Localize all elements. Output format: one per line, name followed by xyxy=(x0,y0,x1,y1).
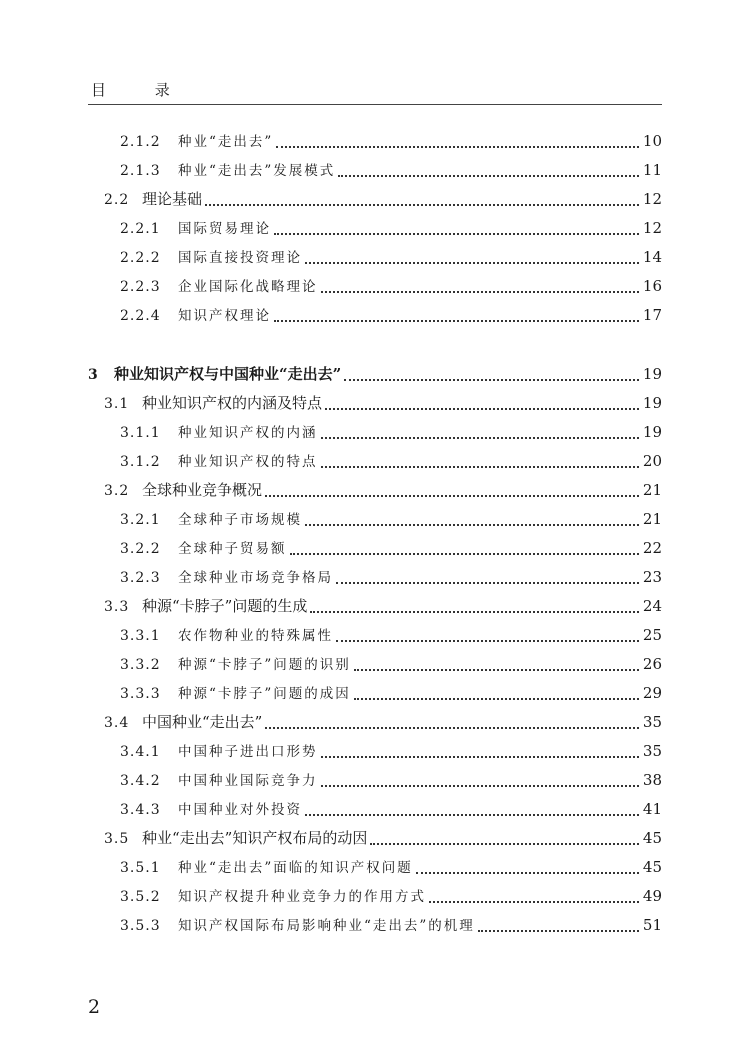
toc-entry-number: 3.4.1 xyxy=(120,744,161,760)
toc-entry-number: 3.2 xyxy=(104,483,130,499)
toc-entry[interactable] xyxy=(120,887,662,906)
dot-leader xyxy=(478,920,639,932)
toc-entry-number: 3.3.2 xyxy=(120,657,161,673)
toc-entry-title: 知识产权提升种业竞争力的作用方式 xyxy=(178,889,426,905)
dot-leader xyxy=(354,659,639,671)
dot-leader xyxy=(310,601,639,613)
toc-entry-number: 3.1 xyxy=(104,396,130,412)
toc-entry[interactable] xyxy=(120,626,662,645)
toc-entry-title: 种业知识产权的内涵及特点 xyxy=(142,394,323,412)
toc-entry[interactable] xyxy=(120,248,662,267)
toc-entry-number: 3.5.2 xyxy=(120,889,161,905)
toc-entry-page: 19 xyxy=(642,365,662,383)
dot-leader xyxy=(321,427,639,439)
toc-entry-page: 35 xyxy=(642,713,662,731)
toc-entry-page: 25 xyxy=(642,626,662,644)
toc-entry[interactable] xyxy=(104,481,662,500)
toc-entry-page: 29 xyxy=(642,684,662,702)
toc-entry[interactable] xyxy=(104,713,662,732)
dot-leader xyxy=(429,891,639,903)
toc-entry-title: 知识产权国际布局影响种业“走出去”的机理 xyxy=(178,918,475,934)
dot-leader xyxy=(336,572,639,584)
toc-entry-title: 国际贸易理论 xyxy=(178,221,271,237)
toc-entry-number: 2.2.2 xyxy=(120,250,161,266)
toc-entry-page: 49 xyxy=(642,887,662,905)
toc-entry-number: 3.1.2 xyxy=(120,454,161,470)
dot-leader xyxy=(274,223,639,235)
dot-leader xyxy=(205,194,639,206)
toc-entry-page: 21 xyxy=(642,481,662,499)
dot-leader xyxy=(416,862,639,874)
dot-leader xyxy=(354,688,639,700)
dot-leader xyxy=(370,833,639,845)
toc-entry-page: 19 xyxy=(642,394,662,412)
toc-entry-title: 种源“卡脖子”问题的识别 xyxy=(178,657,351,673)
dot-leader xyxy=(265,485,639,497)
toc-entry[interactable] xyxy=(88,365,662,384)
toc-entry[interactable] xyxy=(120,452,662,471)
toc-entry-number: 2.2 xyxy=(104,192,130,208)
toc-entry-title: 种业知识产权的特点 xyxy=(178,454,318,470)
toc-entry-title: 全球种子贸易额 xyxy=(178,541,287,557)
toc-entry-page: 51 xyxy=(642,916,662,934)
toc-entry-title: 种业知识产权与中国种业“走出去” xyxy=(114,365,342,383)
dot-leader xyxy=(321,456,639,468)
toc-entry-number: 2.2.1 xyxy=(120,221,161,237)
dot-leader xyxy=(276,136,639,148)
running-header: 目 录 xyxy=(91,81,192,99)
toc-entry[interactable] xyxy=(120,916,662,935)
toc-entry-title: 种业知识产权的内涵 xyxy=(178,425,318,441)
dot-leader xyxy=(265,717,639,729)
toc-entry-page: 11 xyxy=(642,161,662,179)
toc-entry-number: 3.4 xyxy=(104,715,130,731)
toc-entry-number: 3.1.1 xyxy=(120,425,161,441)
toc-entry[interactable] xyxy=(120,219,662,238)
toc-entry-number: 2.2.4 xyxy=(120,308,161,324)
toc-entry-number: 3.2.3 xyxy=(120,570,161,586)
toc-entry-page: 12 xyxy=(642,190,662,208)
toc-entry-page: 24 xyxy=(642,597,662,615)
toc-entry[interactable] xyxy=(104,394,662,413)
toc-entry-page: 22 xyxy=(642,539,662,557)
toc-entry-page: 19 xyxy=(642,423,662,441)
toc-entry-number: 3 xyxy=(88,367,98,383)
toc-entry-title: 种源“卡脖子”问题的成因 xyxy=(178,686,351,702)
dot-leader xyxy=(274,310,639,322)
toc-entry-title: 全球种业市场竞争格局 xyxy=(178,570,333,586)
dot-leader xyxy=(305,804,639,816)
toc-entry-title: 种业“走出去”面临的知识产权问题 xyxy=(178,860,413,876)
toc-entry-title: 中国种业国际竞争力 xyxy=(178,773,318,789)
toc-entry-page: 10 xyxy=(642,132,662,150)
dot-leader xyxy=(338,165,639,177)
toc-entry[interactable] xyxy=(120,684,662,703)
toc-entry[interactable] xyxy=(120,742,662,761)
toc-entry-title: 种源“卡脖子”问题的生成 xyxy=(142,597,308,615)
toc-entry-page: 20 xyxy=(642,452,662,470)
dot-leader xyxy=(336,630,639,642)
toc-entry-title: 全球种业竞争概况 xyxy=(142,481,263,499)
toc-entry[interactable] xyxy=(120,161,662,180)
toc-entry[interactable] xyxy=(104,190,662,209)
toc-entry-page: 23 xyxy=(642,568,662,586)
toc-entry-number: 2.1.3 xyxy=(120,163,161,179)
toc-entry-page: 12 xyxy=(642,219,662,237)
toc-entry[interactable] xyxy=(120,510,662,529)
toc-entry-title: 中国种业对外投资 xyxy=(178,802,302,818)
toc-entry[interactable] xyxy=(120,277,662,296)
toc-entry-title: 种业“走出去” xyxy=(178,134,274,150)
toc-entry-page: 45 xyxy=(642,829,662,847)
page-number: 2 xyxy=(88,996,101,1018)
toc-entry-title: 理论基础 xyxy=(142,190,203,208)
toc-entry-number: 3.2.2 xyxy=(120,541,161,557)
toc-entry-page: 45 xyxy=(642,858,662,876)
toc-entry[interactable] xyxy=(120,800,662,819)
toc-entry-title: 知识产权理论 xyxy=(178,308,271,324)
toc-entry[interactable] xyxy=(120,132,662,151)
dot-leader xyxy=(321,775,639,787)
toc-entry[interactable] xyxy=(120,568,662,587)
toc-entry[interactable] xyxy=(120,655,662,674)
toc-entry[interactable] xyxy=(120,771,662,790)
toc-entry-number: 3.5.3 xyxy=(120,918,161,934)
toc-entry-number: 2.1.2 xyxy=(120,134,161,150)
toc-entry-title: 国际直接投资理论 xyxy=(178,250,302,266)
toc-entry-page: 16 xyxy=(642,277,662,295)
toc-entry-number: 3.4.3 xyxy=(120,802,161,818)
toc-entry-page: 38 xyxy=(642,771,662,789)
toc-entry[interactable] xyxy=(120,539,662,558)
dot-leader xyxy=(325,398,639,410)
toc-entry-number: 3.5.1 xyxy=(120,860,161,876)
toc-entry-page: 26 xyxy=(642,655,662,673)
dot-leader xyxy=(321,281,639,293)
toc-entry-title: 种业“走出去”知识产权布局的动因 xyxy=(142,829,368,847)
dot-leader xyxy=(290,543,639,555)
toc-entry-page: 21 xyxy=(642,510,662,528)
dot-leader xyxy=(321,746,639,758)
toc-entry-number: 3.2.1 xyxy=(120,512,161,528)
toc-entry-number: 2.2.3 xyxy=(120,279,161,295)
toc-entry-number: 3.4.2 xyxy=(120,773,161,789)
toc-entry[interactable] xyxy=(104,597,662,616)
header-rule xyxy=(88,104,662,105)
toc-entry[interactable] xyxy=(120,306,662,325)
toc-entry-page: 14 xyxy=(642,248,662,266)
toc-entry-page: 35 xyxy=(642,742,662,760)
toc-entry-title: 企业国际化战略理论 xyxy=(178,279,318,295)
toc-entry-page: 17 xyxy=(642,306,662,324)
toc-entry[interactable] xyxy=(120,858,662,877)
toc-entry-number: 3.5 xyxy=(104,831,130,847)
dot-leader xyxy=(305,514,639,526)
toc-entry-number: 3.3 xyxy=(104,599,130,615)
toc-entry-title: 中国种业“走出去” xyxy=(142,713,263,731)
toc-entry[interactable] xyxy=(120,423,662,442)
dot-leader xyxy=(344,369,639,381)
dot-leader xyxy=(305,252,639,264)
toc-entry-number: 3.3.1 xyxy=(120,628,161,644)
toc-entry-title: 种业“走出去”发展模式 xyxy=(178,163,336,179)
toc-entry-number: 3.3.3 xyxy=(120,686,161,702)
toc-entry-title: 农作物种业的特殊属性 xyxy=(178,628,333,644)
toc-entry-title: 全球种子市场规模 xyxy=(178,512,302,528)
toc-entry-page: 41 xyxy=(642,800,662,818)
toc-entry-title: 中国种子进出口形势 xyxy=(178,744,318,760)
toc-entry[interactable] xyxy=(104,829,662,848)
